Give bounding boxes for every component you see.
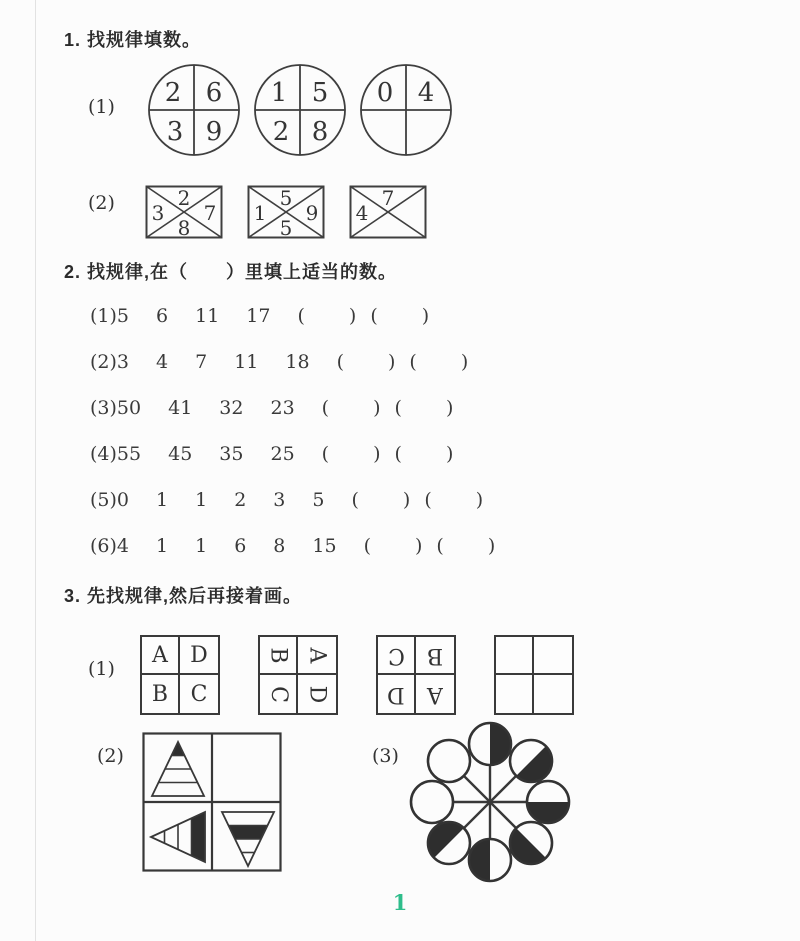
- grid-letter: A: [304, 647, 330, 663]
- blank-close-paren: ): [348, 305, 357, 327]
- grid-letter: A: [152, 642, 168, 668]
- grid-letter: C: [190, 681, 208, 707]
- sequence-number: 0: [116, 489, 130, 511]
- rect-number-right: 7: [203, 201, 217, 225]
- blank-open-paren: (: [321, 397, 330, 419]
- left-margin-line: [35, 0, 36, 941]
- row-label: (4): [90, 443, 117, 465]
- answer-blank: [395, 394, 454, 422]
- blank-close-paren: ): [460, 351, 469, 373]
- circle-number-tr: 5: [311, 78, 329, 108]
- answer-blank: [322, 394, 381, 422]
- row-label: (3): [90, 397, 117, 419]
- row-label: (6): [90, 535, 117, 557]
- rect-number-left: 1: [253, 201, 267, 225]
- section3-title: 3. 先找规律,然后再接着画。: [64, 586, 303, 606]
- rect-number-bottom: 5: [279, 216, 293, 239]
- grid-letter: B: [426, 642, 444, 668]
- moon-circle-N: [469, 723, 511, 765]
- cross-rectangles-figure: [145, 185, 427, 239]
- letter-grid-cell: [260, 675, 298, 713]
- rect-number-top: 5: [279, 186, 293, 210]
- blank-close-paren: ): [421, 305, 430, 327]
- sequence-number: 5: [116, 305, 130, 327]
- row-label: (2): [90, 351, 117, 373]
- sequence-number: 1: [156, 489, 169, 511]
- answer-blank: [364, 532, 423, 560]
- grid-letter: B: [151, 681, 169, 707]
- sequence-number: 11: [234, 351, 259, 373]
- blank-open-paren: (: [394, 443, 402, 465]
- sequence-number: 25: [270, 443, 295, 465]
- letter-grid-cell: [298, 675, 336, 713]
- rect-number-left: 4: [355, 201, 369, 225]
- sequence-row-2: [90, 348, 509, 376]
- rect-number-bottom: 8: [177, 216, 191, 239]
- grid-letter: D: [387, 681, 405, 707]
- blank-close-paren: ): [445, 397, 454, 419]
- blank-open-paren: (: [321, 443, 330, 465]
- circle-number-bl: 2: [272, 117, 290, 147]
- sequence-number: 15: [312, 535, 337, 557]
- grid-letter: D: [190, 642, 208, 668]
- number-circle-2: [252, 62, 348, 158]
- sequence-number: 50: [116, 397, 142, 419]
- cross-rectangle-2: [247, 185, 325, 239]
- sequence-number: 18: [285, 351, 310, 373]
- moon-half-fill: [527, 802, 569, 823]
- letter-grid-cell: [378, 675, 416, 713]
- blank-open-paren: (: [409, 351, 417, 373]
- rect-number-right: 9: [305, 201, 319, 225]
- moon-circle-SW: [419, 813, 470, 864]
- sequence-number: 8: [273, 535, 286, 557]
- circle-number-tr: 4: [417, 78, 435, 108]
- sequence-number: 17: [246, 305, 271, 327]
- letter-grid-cell: [180, 675, 218, 713]
- letter-grid-cell: [142, 675, 180, 713]
- blank-close-paren: ): [445, 443, 454, 465]
- grid-letter: B: [265, 646, 291, 664]
- moon-half-fill: [469, 839, 490, 881]
- sequence-number: 1: [156, 535, 169, 557]
- answer-blank: [351, 486, 410, 514]
- moon-circle-NE: [510, 740, 561, 791]
- sequence-number: 55: [116, 443, 142, 465]
- sequence-number: 23: [270, 397, 295, 419]
- sequence-row-4: [90, 440, 509, 468]
- moon-wheel-figure: [402, 714, 578, 890]
- letter-grid-cell: [496, 637, 534, 675]
- blank-open-paren: (: [370, 305, 378, 327]
- blank-open-paren: (: [336, 351, 344, 373]
- letter-grid-4: [494, 635, 574, 715]
- page-number: 1: [392, 890, 408, 915]
- answer-blank: [297, 302, 356, 330]
- moon-circle-SE: [501, 822, 552, 873]
- grid-letter: C: [387, 642, 405, 668]
- moon-outline: [411, 781, 453, 823]
- circle-number-bl: 3: [166, 117, 184, 147]
- sequence-number: 45: [168, 443, 193, 465]
- spoke-line: [490, 775, 517, 802]
- letter-grid-1: [140, 635, 220, 715]
- rect-number-top: 2: [177, 186, 191, 210]
- section3-part3-label: (3): [372, 745, 399, 767]
- number-circles-figure: [146, 62, 454, 158]
- blank-open-paren: (: [351, 489, 359, 511]
- sequence-number: 35: [219, 443, 244, 465]
- answer-blank: [395, 440, 454, 468]
- blank-open-paren: (: [297, 305, 305, 327]
- striped-triangles-figure: [142, 732, 282, 872]
- answer-blank: [409, 348, 468, 376]
- letter-grid-cell: [416, 637, 454, 675]
- sequence-number: 6: [234, 535, 247, 557]
- sequence-row-3: [90, 394, 509, 422]
- sequence-number: 1: [195, 535, 208, 557]
- section3-part1-label: (1): [88, 658, 115, 680]
- sequence-number: 11: [195, 305, 220, 327]
- letter-grid-cell: [180, 637, 218, 675]
- sequence-number: 7: [195, 351, 208, 373]
- grid-letter: A: [427, 681, 443, 707]
- blank-open-paren: (: [394, 397, 402, 419]
- sequence-row-6: [90, 532, 509, 560]
- letter-grid-cell: [416, 675, 454, 713]
- blank-open-paren: (: [424, 489, 432, 511]
- number-sequence-rows: [90, 302, 509, 578]
- answer-blank: [436, 532, 495, 560]
- moon-circle-NW: [428, 740, 470, 782]
- sequence-number: 41: [168, 397, 193, 419]
- section3-part2-label: (2): [97, 745, 124, 767]
- spoke-line: [463, 802, 490, 829]
- letter-grid-cell: [496, 675, 534, 713]
- moon-circle-W: [411, 781, 453, 823]
- triangle-grid: [142, 732, 282, 872]
- letter-grid-2: [258, 635, 338, 715]
- section2-title: 2. 找规律,在（ ）里填上适当的数。: [64, 262, 398, 282]
- sequence-number: 4: [116, 535, 130, 557]
- spoke-line: [490, 802, 517, 829]
- rect-number-left: 3: [151, 201, 165, 225]
- blank-open-paren: (: [363, 535, 371, 557]
- answer-blank: [370, 302, 429, 330]
- circle-number-br: 9: [205, 117, 223, 147]
- moon-half-fill: [490, 723, 511, 765]
- section1-title: 1. 找规律填数。: [64, 30, 202, 50]
- sequence-number: 2: [234, 489, 247, 511]
- letter-grid-cell: [378, 637, 416, 675]
- blank-open-paren: (: [436, 535, 444, 557]
- blank-close-paren: ): [402, 489, 411, 511]
- section1-part2-label: (2): [88, 192, 115, 214]
- sequence-number: 1: [195, 489, 208, 511]
- answer-blank: [337, 348, 396, 376]
- blank-close-paren: ): [487, 535, 496, 557]
- circle-number-tr: 6: [205, 78, 223, 108]
- blank-close-paren: ): [388, 351, 396, 373]
- answer-blank: [424, 486, 483, 514]
- letter-grid-cell: [142, 637, 180, 675]
- cross-rectangle-1: [145, 185, 223, 239]
- sequence-number: 5: [312, 489, 325, 511]
- cross-rectangle-3: [349, 185, 427, 239]
- moon-circle-S: [469, 839, 511, 881]
- letter-grid-cell: [298, 637, 336, 675]
- number-circle-1: [146, 62, 242, 158]
- letter-grid-3: [376, 635, 456, 715]
- letter-grid-cell: [534, 675, 572, 713]
- blank-close-paren: ): [373, 397, 381, 419]
- sequence-number: 4: [156, 351, 169, 373]
- blank-close-paren: ): [475, 489, 484, 511]
- rect-number-top: 7: [381, 186, 395, 210]
- blank-close-paren: ): [415, 535, 423, 557]
- section1-part1-label: (1): [88, 96, 115, 118]
- answer-blank: [322, 440, 381, 468]
- number-circle-3: [358, 62, 454, 158]
- letter-grid-cell: [260, 637, 298, 675]
- moon-outline: [428, 740, 470, 782]
- letter-grids-figure: [140, 635, 574, 715]
- sequence-row-5: [90, 486, 509, 514]
- row-label: (5): [90, 489, 117, 511]
- moon-wheel: [402, 714, 578, 890]
- sequence-number: 32: [219, 397, 244, 419]
- spoke-line: [463, 775, 490, 802]
- grid-letter: D: [304, 685, 330, 703]
- letter-grid-cell: [534, 637, 572, 675]
- circle-number-tl: 0: [376, 78, 394, 108]
- sequence-number: 6: [156, 305, 169, 327]
- sequence-row-1: [90, 302, 509, 330]
- sequence-number: 3: [116, 351, 130, 373]
- circle-number-tl: 1: [270, 78, 288, 108]
- blank-close-paren: ): [373, 443, 381, 465]
- circle-number-br: 8: [311, 117, 329, 147]
- black-band: [192, 812, 206, 862]
- row-label: (1): [90, 305, 117, 327]
- sequence-number: 3: [273, 489, 286, 511]
- circle-number-tl: 2: [164, 78, 182, 108]
- moon-circle-E: [527, 781, 569, 823]
- grid-letter: C: [265, 685, 291, 703]
